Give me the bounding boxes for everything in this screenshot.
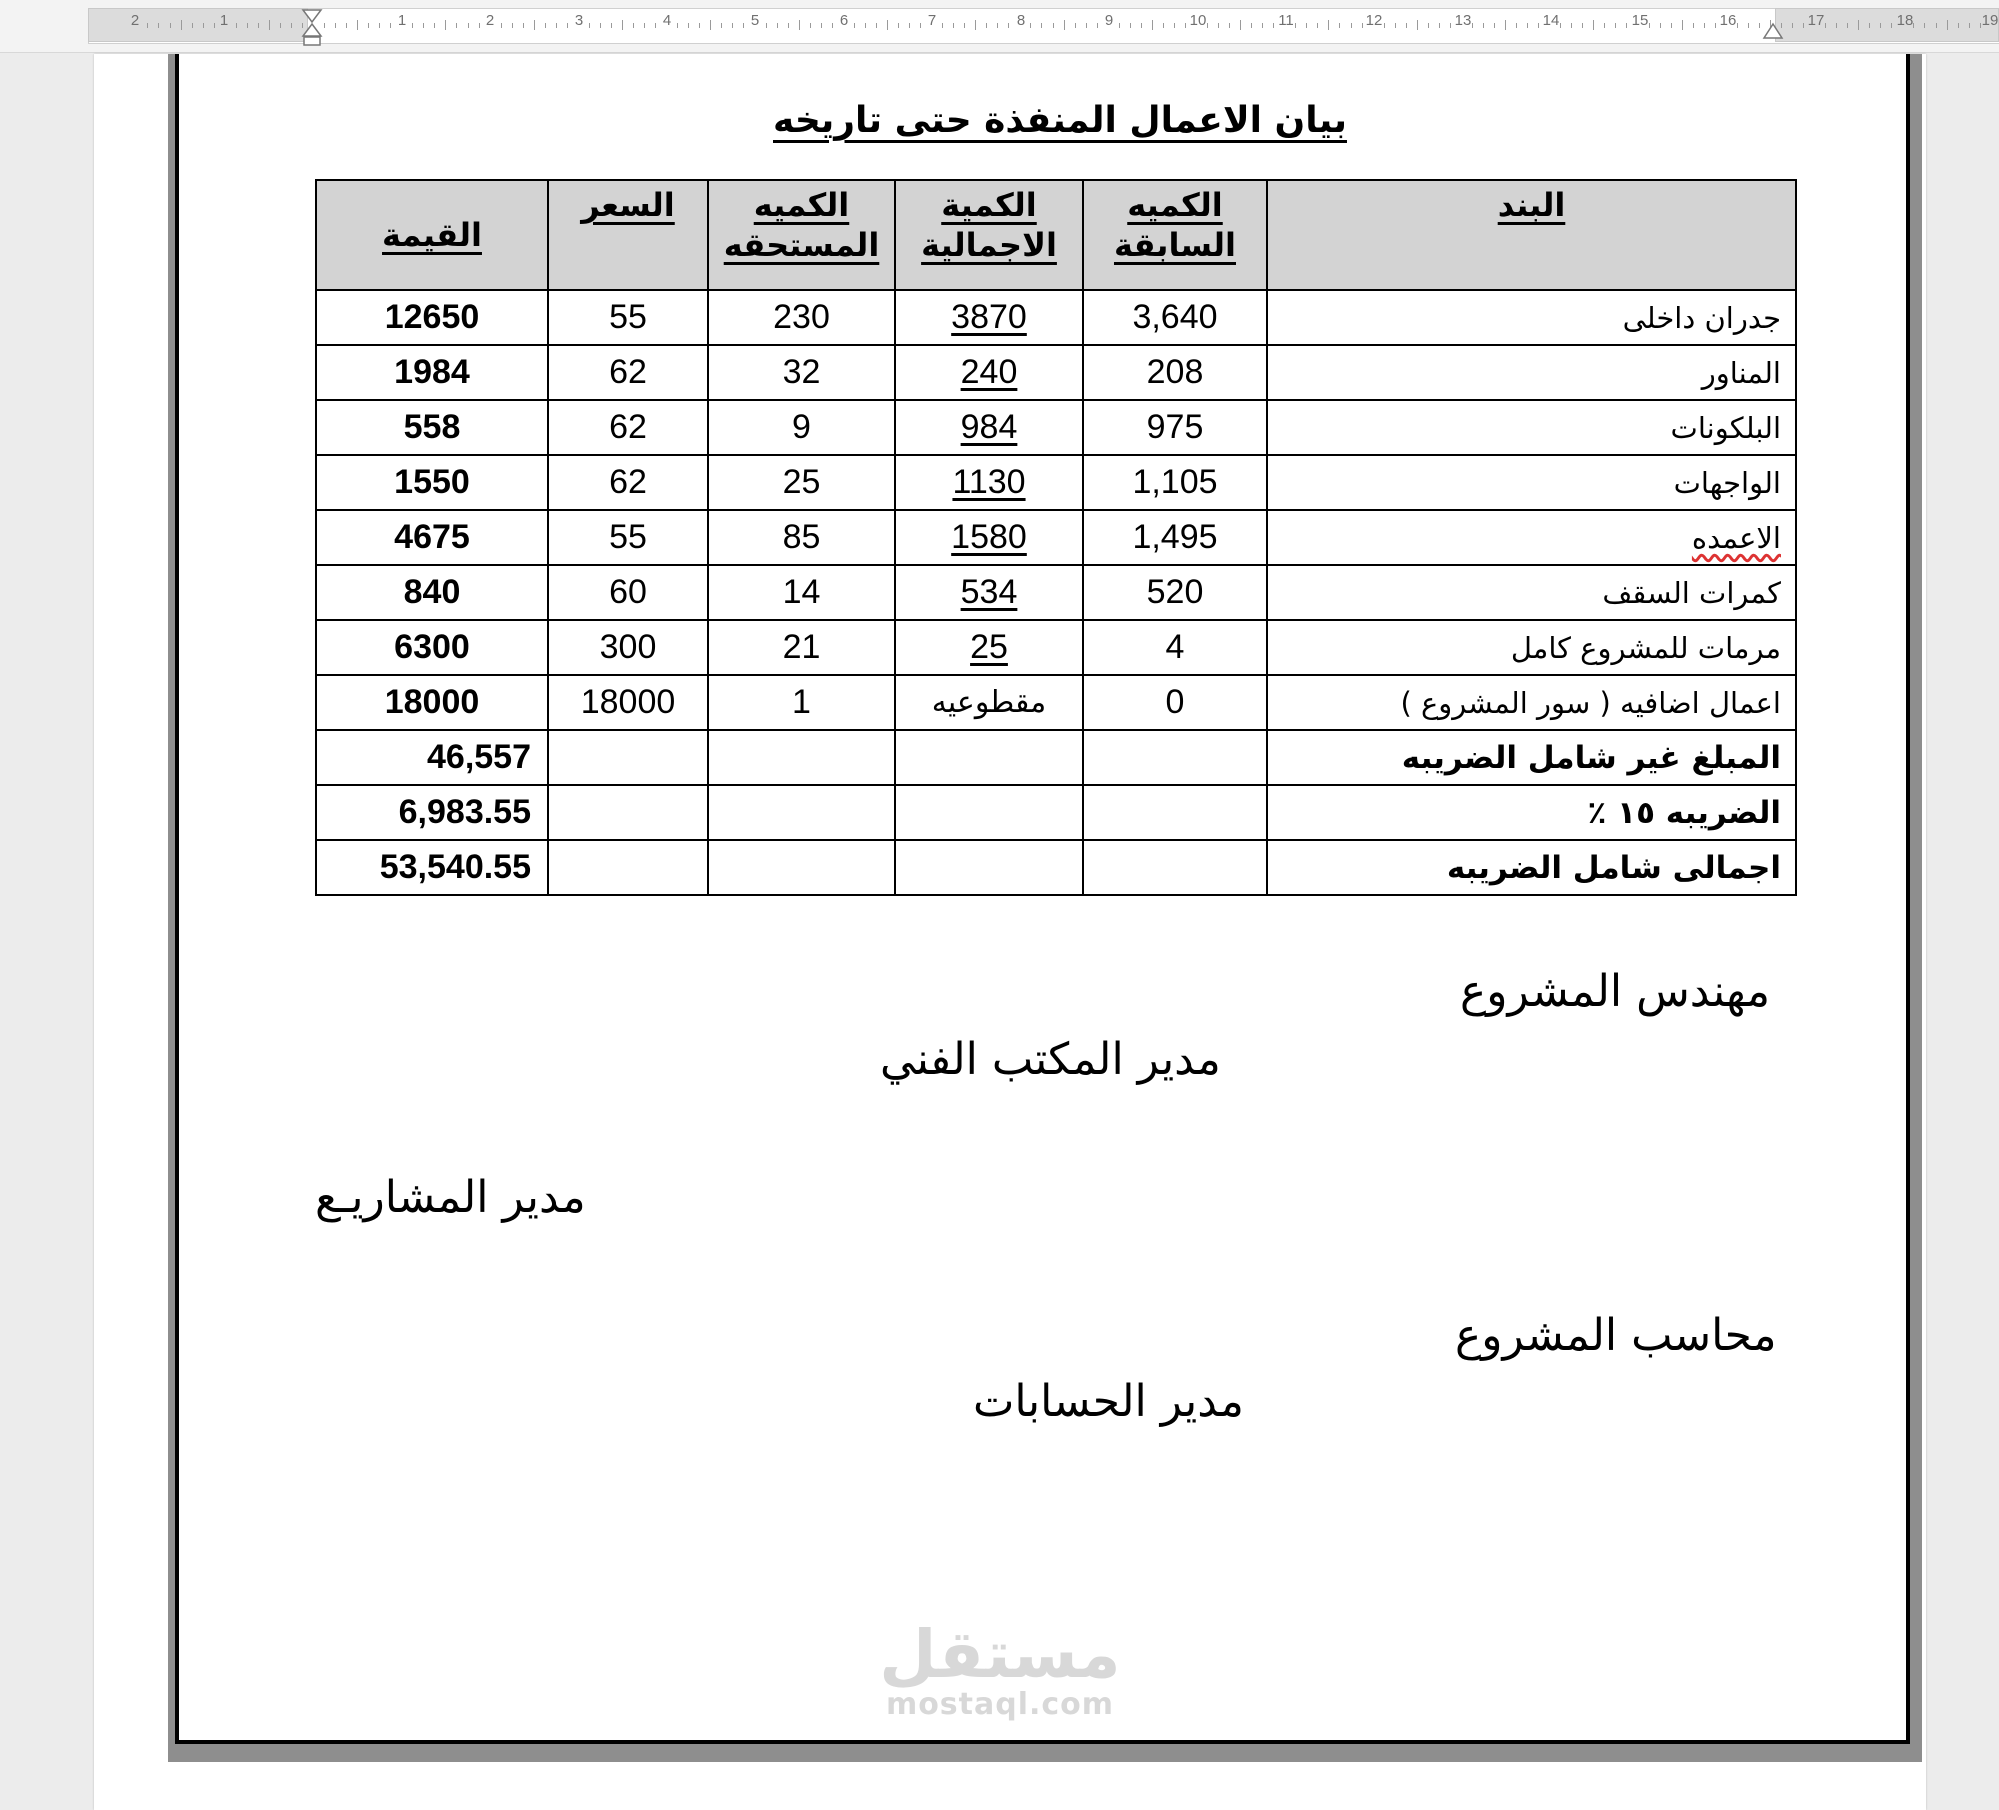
ruler-tick [777,23,778,28]
ruler-number: 1 [219,12,229,29]
ruler-tick [1682,20,1683,30]
ruler-tick [611,23,612,28]
ruler-tick [412,23,413,28]
due-qty-cell: 21 [708,620,895,675]
empty-cell [548,730,708,785]
ruler-tick [589,23,590,28]
value-cell: 18000 [316,675,548,730]
ruler-tick [1328,20,1329,30]
ruler-tick [1704,23,1705,28]
signature-accounts-manager: مدير الحسابات [973,1376,1244,1427]
ruler-tick [1891,23,1892,28]
item-cell: الواجهات [1267,455,1796,510]
ruler-number: 6 [839,12,849,29]
ruler-tick [1053,23,1054,28]
due-qty-cell: 25 [708,455,895,510]
right-indent-marker-icon[interactable] [1762,8,1784,46]
ruler-tick [423,23,424,28]
ruler-tick [1086,23,1087,28]
ruler-tick [501,23,502,28]
item-cell [1267,510,1796,565]
ruler-tick [192,23,193,28]
ruler-tick [534,20,535,30]
ruler-tick [865,23,866,28]
ruler-tick [1339,23,1340,28]
ruler-tick [1936,23,1937,28]
ruler-tick [1869,23,1870,28]
price-cell: 60 [548,565,708,620]
ruler-number: 5 [750,12,760,29]
previous-qty-cell: 3,640 [1083,290,1267,345]
due-qty-cell: 230 [708,290,895,345]
header-previous-qty: الكميه السابقة [1083,180,1267,290]
ruler-tick [1958,23,1959,28]
ruler-tick [1428,23,1429,28]
value-cell: 558 [316,400,548,455]
ruler-tick [1417,20,1418,30]
empty-cell [1083,785,1267,840]
grand-total-label: اجمالى شامل الضريبه [1267,840,1796,895]
ruler-number: 8 [1016,12,1026,29]
ruler-tick [1494,23,1495,28]
ruler-tick [1163,23,1164,28]
ruler-tick [1858,20,1859,30]
ruler-tick [887,20,888,30]
ruler-tick [1483,23,1484,28]
total-qty-cell: مقطوعيه [895,675,1083,730]
ruler-number: 3 [574,12,584,29]
ruler-number: 17 [1807,12,1825,29]
ruler-tick [688,23,689,28]
previous-qty-cell: 1,495 [1083,510,1267,565]
ruler-number: 13 [1454,12,1472,29]
price-cell: 300 [548,620,708,675]
empty-cell [1083,840,1267,895]
ruler-number: 2 [485,12,495,29]
ruler-tick [1593,20,1594,30]
price-cell: 55 [548,290,708,345]
ruler-tick [1075,23,1076,28]
table-row [316,675,1796,730]
table-row [316,455,1796,510]
ruler-tick [181,20,182,30]
table-row [316,620,1796,675]
subtotal-label: المبلغ غير شامل الضريبه [1267,730,1796,785]
header-due-qty: الكميه المستحقه [708,180,895,290]
ruler-tick [1527,23,1528,28]
ruler-tick [1671,23,1672,28]
empty-cell [1083,730,1267,785]
signature-project-engineer: مهندس المشروع [1460,966,1771,1017]
item-cell: المناور [1267,345,1796,400]
header-value: القيمة [316,180,548,290]
item-cell: جدران داخلى [1267,290,1796,345]
previous-qty-cell: 975 [1083,400,1267,455]
ruler-tick [832,23,833,28]
ruler-tick [1693,23,1694,28]
table-row [316,510,1796,565]
total-qty-cell: 534 [895,565,1083,620]
ruler-tick [1792,23,1793,28]
ruler-tick [721,23,722,28]
ruler-tick [710,20,711,30]
value-cell: 1550 [316,455,548,510]
ruler-number: 11 [1278,12,1294,29]
ruler-tick [810,23,811,28]
ruler-tick [468,23,469,28]
value-cell: 1984 [316,345,548,400]
item-cell: كمرات السقف [1267,565,1796,620]
previous-qty-cell: 1,105 [1083,455,1267,510]
table-header-row [316,180,1796,290]
ruler-tick [368,23,369,28]
ruler-tick [1880,23,1881,28]
ruler-tick [1141,23,1142,28]
ruler-tick [732,23,733,28]
previous-qty-cell: 4 [1083,620,1267,675]
item-text: الاعمده [1691,520,1781,555]
signature-technical-office-manager: مدير المكتب الفني [880,1034,1221,1085]
ruler-tick [1064,20,1065,30]
header-price: السعر [548,180,708,290]
ruler-tick [1626,23,1627,28]
ruler-tick [346,23,347,28]
table-row [316,565,1796,620]
ruler-tick [1439,23,1440,28]
signature-projects-manager: مدير المشاريـع [315,1172,586,1223]
ruler-tick [545,23,546,28]
ruler-tick [1615,23,1616,28]
ruler-tick [633,23,634,28]
ruler-tick [964,23,965,28]
ruler-tick [986,23,987,28]
tax-value: 6,983.55 [316,785,548,840]
empty-cell [895,840,1083,895]
ruler-tick [622,20,623,30]
ruler-tick [1262,23,1263,28]
ruler-tick [1041,23,1042,28]
ruler-tick [1450,23,1451,28]
ruler-tick [1571,23,1572,28]
ruler-tick [644,23,645,28]
empty-cell [548,840,708,895]
empty-cell [708,785,895,840]
value-cell: 12650 [316,290,548,345]
ruler-tick [1097,23,1098,28]
subtotal-value: 46,557 [316,730,548,785]
grand-total-value: 53,540.55 [316,840,548,895]
ruler-tick [567,23,568,28]
ruler-tick [556,23,557,28]
document-title: بيان الاعمال المنفذة حتى تاريخه [773,100,1347,141]
total-row [316,730,1796,785]
ruler-tick [1185,23,1186,28]
total-qty-cell: 25 [895,620,1083,675]
ruler-tick [1516,23,1517,28]
ruler-tick [1251,23,1252,28]
ruler-tick [1847,23,1848,28]
ruler-tick [512,23,513,28]
first-line-indent-marker-icon[interactable] [301,8,323,46]
ruler-tick [379,23,380,28]
ruler-tick [909,23,910,28]
ruler-tick [1604,23,1605,28]
ruler-tick [1836,23,1837,28]
header-item: البند [1267,180,1796,290]
value-cell: 6300 [316,620,548,675]
empty-cell [708,840,895,895]
ruler-tick [788,23,789,28]
ruler-tick [434,23,435,28]
ruler-tick [1715,23,1716,28]
ruler-number: 19 [1981,12,1999,29]
previous-qty-cell: 520 [1083,565,1267,620]
ruler-tick [799,20,800,30]
signature-project-accountant: محاسب المشروع [1455,1310,1777,1361]
ruler-number: 16 [1719,12,1737,29]
table-row [316,345,1796,400]
ruler-track [88,8,1999,44]
ruler-tick [280,23,281,28]
total-row [316,785,1796,840]
ruler-tick [456,23,457,28]
ruler-tick [699,23,700,28]
ruler-tick [445,20,446,30]
empty-cell [548,785,708,840]
ruler-number: 1 [397,12,407,29]
ruler-tick [236,23,237,28]
ruler-tick [291,23,292,28]
table-row [316,290,1796,345]
price-cell: 62 [548,345,708,400]
ruler-tick [821,23,822,28]
works-table [315,179,1797,896]
ruler-number: 15 [1631,12,1649,29]
ruler-tick [258,23,259,28]
due-qty-cell: 85 [708,510,895,565]
ruler-tick [876,23,877,28]
ruler-tick [766,23,767,28]
ruler-tick [1351,23,1352,28]
total-qty-cell: 984 [895,400,1083,455]
ruler-number: 14 [1542,12,1560,29]
total-row [316,840,1796,895]
ruler-number: 7 [927,12,937,29]
due-qty-cell: 1 [708,675,895,730]
ruler-tick [1174,23,1175,28]
total-qty-cell: 240 [895,345,1083,400]
ruler-number: 9 [1104,12,1114,29]
ruler-left-margin [88,8,308,42]
ruler-tick [1803,23,1804,28]
ruler-tick [147,23,148,28]
ruler-tick [953,23,954,28]
ruler-number: 4 [662,12,672,29]
ruler-tick [1947,20,1948,30]
tax-label: الضريبه ١٥ ٪ [1267,785,1796,840]
ruler-tick [523,23,524,28]
due-qty-cell: 9 [708,400,895,455]
ruler-tick [1362,23,1363,28]
empty-cell [895,785,1083,840]
ruler-tick [1406,23,1407,28]
ruler-tick [158,23,159,28]
ruler-number: 18 [1896,12,1914,29]
ruler-tick [1240,20,1241,30]
ruler-tick [1306,23,1307,28]
value-cell: 4675 [316,510,548,565]
due-qty-cell: 14 [708,565,895,620]
empty-cell [895,730,1083,785]
item-cell: اعمال اضافيه ( سور المشروع ) [1267,675,1796,730]
price-cell: 62 [548,455,708,510]
ruler-tick [1748,23,1749,28]
site-watermark [870,1616,1130,1722]
ruler-tick [324,23,325,28]
horizontal-ruler[interactable] [0,0,1999,53]
ruler-tick [677,23,678,28]
price-cell: 62 [548,400,708,455]
item-cell: البلكونات [1267,400,1796,455]
ruler-tick [269,20,270,30]
total-qty-cell: 3870 [895,290,1083,345]
price-cell: 18000 [548,675,708,730]
ruler-tick [203,23,204,28]
ruler-tick [1152,20,1153,30]
ruler-number: 10 [1189,12,1207,29]
ruler-tick [1008,23,1009,28]
total-qty-cell: 1580 [895,510,1083,565]
ruler-tick [1759,23,1760,28]
ruler-number: 2 [130,12,140,29]
ruler-tick [1924,23,1925,28]
ruler-number: 12 [1365,12,1383,29]
ruler-tick [1273,23,1274,28]
watermark-arabic: مستقل [879,1616,1121,1693]
ruler-tick [1660,23,1661,28]
ruler-tick [357,20,358,30]
due-qty-cell: 32 [708,345,895,400]
ruler-tick [247,23,248,28]
ruler-tick [1395,23,1396,28]
previous-qty-cell: 208 [1083,345,1267,400]
ruler-tick [997,23,998,28]
ruler-tick [600,23,601,28]
ruler-tick [1218,23,1219,28]
previous-qty-cell: 0 [1083,675,1267,730]
ruler-tick [1969,23,1970,28]
watermark-latin: mostaql.com [885,1687,1115,1722]
ruler-tick [1582,23,1583,28]
ruler-tick [975,20,976,30]
price-cell: 55 [548,510,708,565]
ruler-tick [1317,23,1318,28]
ruler-tick [898,23,899,28]
header-total-qty: الكمية الاجمالية [895,180,1083,290]
table-row [316,400,1796,455]
ruler-tick [920,23,921,28]
empty-cell [708,730,895,785]
total-qty-cell: 1130 [895,455,1083,510]
ruler-tick [655,23,656,28]
ruler-tick [942,23,943,28]
ruler-tick [170,23,171,28]
ruler-tick [1229,23,1230,28]
item-cell: مرمات للمشروع كامل [1267,620,1796,675]
value-cell: 840 [316,565,548,620]
ruler-tick [1505,20,1506,30]
ruler-tick [1538,23,1539,28]
ruler-tick [1130,23,1131,28]
ruler-tick [335,23,336,28]
